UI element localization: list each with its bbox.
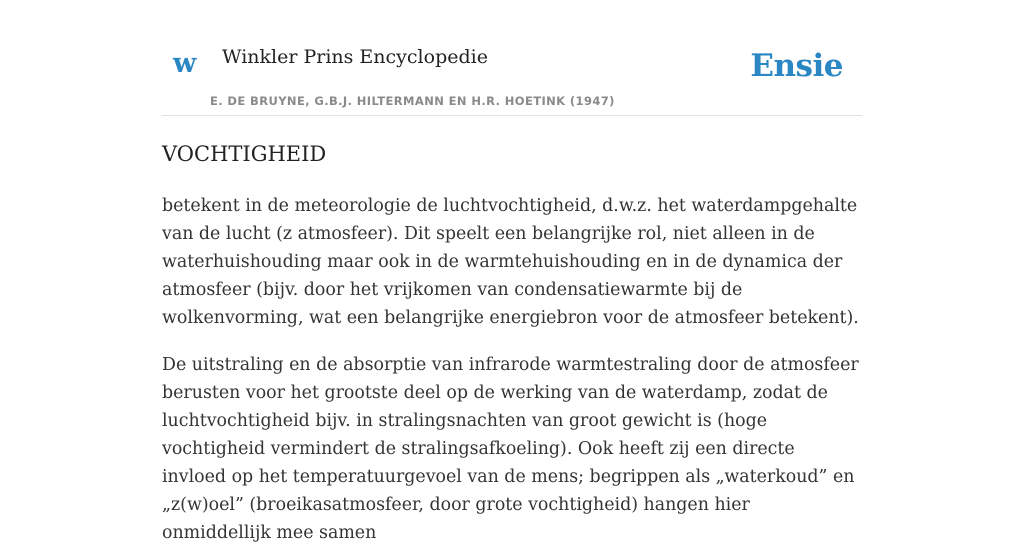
- authors-line: E. DE BRUYNE, G.B.J. HILTERMANN EN H.R. HOETINK (1947): [210, 94, 615, 108]
- entry-header: [162, 0, 862, 116]
- entry-body: [162, 192, 862, 547]
- body-paragraph: De uitstraling en de absorptie van infrarode warmtestraling door de atmosfeer berusten voor het grootste deel op de werking van de waterdamp, zodat de luchtvochtigheid bijv. in stralingsnachten van groot gewicht is (hoge vochtigheid vermindert de stralingsafkoeling). Ook heeft zij een directe invloed op het temperatuurgevoel van de mens; begrippen als „waterkoud” en „z(w)oel” (broeikasatmosfeer, door grote vochtigheid) hangen hier onmiddellijk mee samen: [162, 355, 859, 544]
- entry-title: VOCHTIGHEID: [162, 142, 327, 166]
- ensie-logo[interactable]: Ensie: [750, 48, 843, 84]
- page-container: [162, 0, 862, 547]
- source-logo-icon[interactable]: w: [173, 48, 197, 79]
- body-paragraph: betekent in de meteorologie de luchtvochtigheid, d.w.z. het waterdampgehalte van de lucht (z atmosfeer). Dit speelt een belangrijke rol, niet alleen in de waterhuishouding maar ook in de warmtehuishouding en in de dynamica der atmosfeer (bijv. door het vrijkomen van condensatiewarmte bij de wolkenvorming, wat een belangrijke energiebron voor de atmosfeer betekent).: [162, 196, 859, 329]
- publication-title[interactable]: Winkler Prins Encyclopedie: [222, 46, 488, 68]
